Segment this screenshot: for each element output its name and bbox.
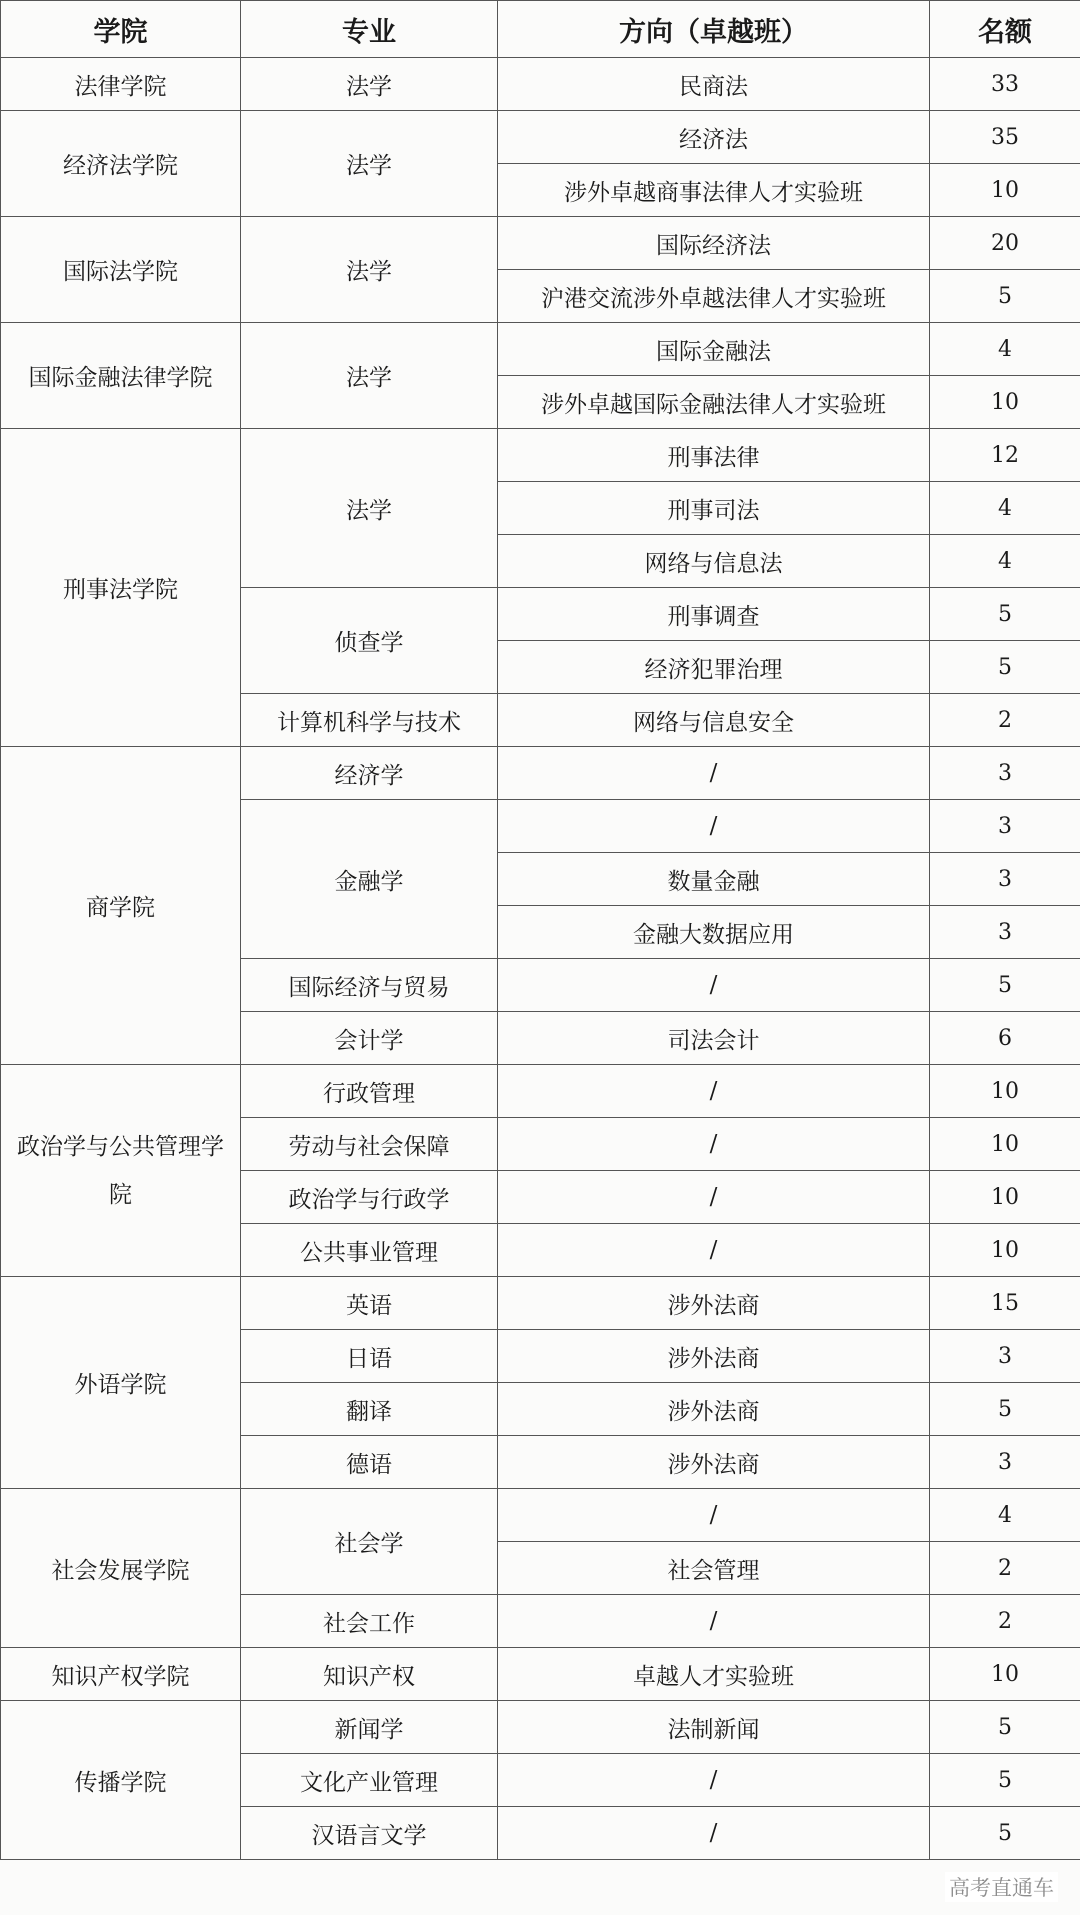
major-cell: 计算机科学与技术 — [241, 694, 498, 747]
direction-cell: 刑事司法 — [498, 482, 930, 535]
quota-cell: 10 — [930, 1224, 1080, 1277]
direction-cell: 经济犯罪治理 — [498, 641, 930, 694]
quota-cell: 4 — [930, 1489, 1080, 1542]
direction-cell: / — [498, 959, 930, 1012]
direction-cell: 网络与信息法 — [498, 535, 930, 588]
major-cell: 国际经济与贸易 — [241, 959, 498, 1012]
direction-cell: 卓越人才实验班 — [498, 1648, 930, 1701]
quota-cell: 5 — [930, 641, 1080, 694]
direction-cell: / — [498, 1807, 930, 1860]
college-cell: 法律学院 — [1, 58, 241, 111]
direction-cell: 涉外法商 — [498, 1330, 930, 1383]
direction-cell: / — [498, 1489, 930, 1542]
direction-cell: / — [498, 1754, 930, 1807]
college-cell: 刑事法学院 — [1, 429, 241, 747]
major-cell: 文化产业管理 — [241, 1754, 498, 1807]
quota-cell: 33 — [930, 58, 1080, 111]
quota-cell: 10 — [930, 164, 1080, 217]
major-cell: 法学 — [241, 323, 498, 429]
direction-cell: 沪港交流涉外卓越法律人才实验班 — [498, 270, 930, 323]
major-cell: 汉语言文学 — [241, 1807, 498, 1860]
direction-cell: 涉外法商 — [498, 1436, 930, 1489]
table-row — [1, 1065, 1080, 1118]
direction-cell: / — [498, 747, 930, 800]
quota-cell: 4 — [930, 482, 1080, 535]
major-cell: 日语 — [241, 1330, 498, 1383]
direction-cell: 社会管理 — [498, 1542, 930, 1595]
major-cell: 会计学 — [241, 1012, 498, 1065]
quota-cell: 5 — [930, 1754, 1080, 1807]
direction-cell: 经济法 — [498, 111, 930, 164]
quota-cell: 2 — [930, 1542, 1080, 1595]
major-cell: 法学 — [241, 58, 498, 111]
quota-cell: 10 — [930, 1648, 1080, 1701]
table-row — [1, 747, 1080, 800]
direction-cell: / — [498, 1118, 930, 1171]
major-cell: 社会工作 — [241, 1595, 498, 1648]
major-cell: 法学 — [241, 217, 498, 323]
major-cell: 侦查学 — [241, 588, 498, 694]
college-cell: 知识产权学院 — [1, 1648, 241, 1701]
quota-cell: 5 — [930, 1701, 1080, 1754]
major-cell: 经济学 — [241, 747, 498, 800]
table-row — [1, 323, 1080, 376]
table-row — [1, 58, 1080, 111]
direction-cell: / — [498, 800, 930, 853]
table-row — [1, 217, 1080, 270]
quota-cell: 10 — [930, 1065, 1080, 1118]
quota-cell: 3 — [930, 906, 1080, 959]
header-quota: 名额 — [930, 1, 1080, 58]
college-cell: 国际金融法律学院 — [1, 323, 241, 429]
major-cell: 公共事业管理 — [241, 1224, 498, 1277]
major-cell: 法学 — [241, 111, 498, 217]
major-cell: 行政管理 — [241, 1065, 498, 1118]
table-row — [1, 1701, 1080, 1754]
direction-cell: 刑事调查 — [498, 588, 930, 641]
major-cell: 法学 — [241, 429, 498, 588]
quota-cell: 3 — [930, 747, 1080, 800]
quota-cell: 6 — [930, 1012, 1080, 1065]
direction-cell: 数量金融 — [498, 853, 930, 906]
quota-cell: 12 — [930, 429, 1080, 482]
table-row — [1, 111, 1080, 164]
table-header-row — [1, 1, 1080, 58]
quota-cell: 10 — [930, 1118, 1080, 1171]
quota-cell: 4 — [930, 323, 1080, 376]
quota-cell: 10 — [930, 1171, 1080, 1224]
quota-cell: 3 — [930, 1436, 1080, 1489]
header-direction: 方向（卓越班） — [498, 1, 930, 58]
college-cell: 商学院 — [1, 747, 241, 1065]
quota-cell: 15 — [930, 1277, 1080, 1330]
table-row — [1, 1648, 1080, 1701]
direction-cell: 国际经济法 — [498, 217, 930, 270]
direction-cell: 法制新闻 — [498, 1701, 930, 1754]
quota-cell: 35 — [930, 111, 1080, 164]
direction-cell: 刑事法律 — [498, 429, 930, 482]
quota-cell: 3 — [930, 800, 1080, 853]
direction-cell: 涉外卓越商事法律人才实验班 — [498, 164, 930, 217]
major-cell: 金融学 — [241, 800, 498, 959]
quota-cell: 4 — [930, 535, 1080, 588]
direction-cell: 民商法 — [498, 58, 930, 111]
quota-cell: 5 — [930, 1383, 1080, 1436]
major-cell: 政治学与行政学 — [241, 1171, 498, 1224]
major-cell: 英语 — [241, 1277, 498, 1330]
college-cell: 经济法学院 — [1, 111, 241, 217]
major-cell: 社会学 — [241, 1489, 498, 1595]
quota-cell: 3 — [930, 1330, 1080, 1383]
direction-cell: 涉外卓越国际金融法律人才实验班 — [498, 376, 930, 429]
college-cell: 社会发展学院 — [1, 1489, 241, 1648]
direction-cell: / — [498, 1065, 930, 1118]
header-major: 专业 — [241, 1, 498, 58]
quota-cell: 5 — [930, 588, 1080, 641]
direction-cell: / — [498, 1224, 930, 1277]
quota-cell: 2 — [930, 1595, 1080, 1648]
major-cell: 知识产权 — [241, 1648, 498, 1701]
college-cell: 政治学与公共管理学院 — [1, 1065, 241, 1277]
quota-cell: 5 — [930, 270, 1080, 323]
table-row — [1, 429, 1080, 482]
college-cell: 国际法学院 — [1, 217, 241, 323]
direction-cell: 网络与信息安全 — [498, 694, 930, 747]
direction-cell: 涉外法商 — [498, 1277, 930, 1330]
direction-cell: 金融大数据应用 — [498, 906, 930, 959]
table-row — [1, 1277, 1080, 1330]
quota-cell: 5 — [930, 959, 1080, 1012]
header-college: 学院 — [1, 1, 241, 58]
major-cell: 德语 — [241, 1436, 498, 1489]
quota-cell: 20 — [930, 217, 1080, 270]
direction-cell: 国际金融法 — [498, 323, 930, 376]
direction-cell: / — [498, 1595, 930, 1648]
direction-cell: 涉外法商 — [498, 1383, 930, 1436]
major-cell: 翻译 — [241, 1383, 498, 1436]
direction-cell: 司法会计 — [498, 1012, 930, 1065]
direction-cell: / — [498, 1171, 930, 1224]
college-cell: 外语学院 — [1, 1277, 241, 1489]
quota-cell: 5 — [930, 1807, 1080, 1860]
table-row — [1, 1489, 1080, 1542]
major-cell: 劳动与社会保障 — [241, 1118, 498, 1171]
college-cell: 传播学院 — [1, 1701, 241, 1860]
major-cell: 新闻学 — [241, 1701, 498, 1754]
quota-cell: 3 — [930, 853, 1080, 906]
quota-cell: 2 — [930, 694, 1080, 747]
watermark-label: 高考直通车 — [945, 1872, 1058, 1902]
quota-cell: 10 — [930, 376, 1080, 429]
